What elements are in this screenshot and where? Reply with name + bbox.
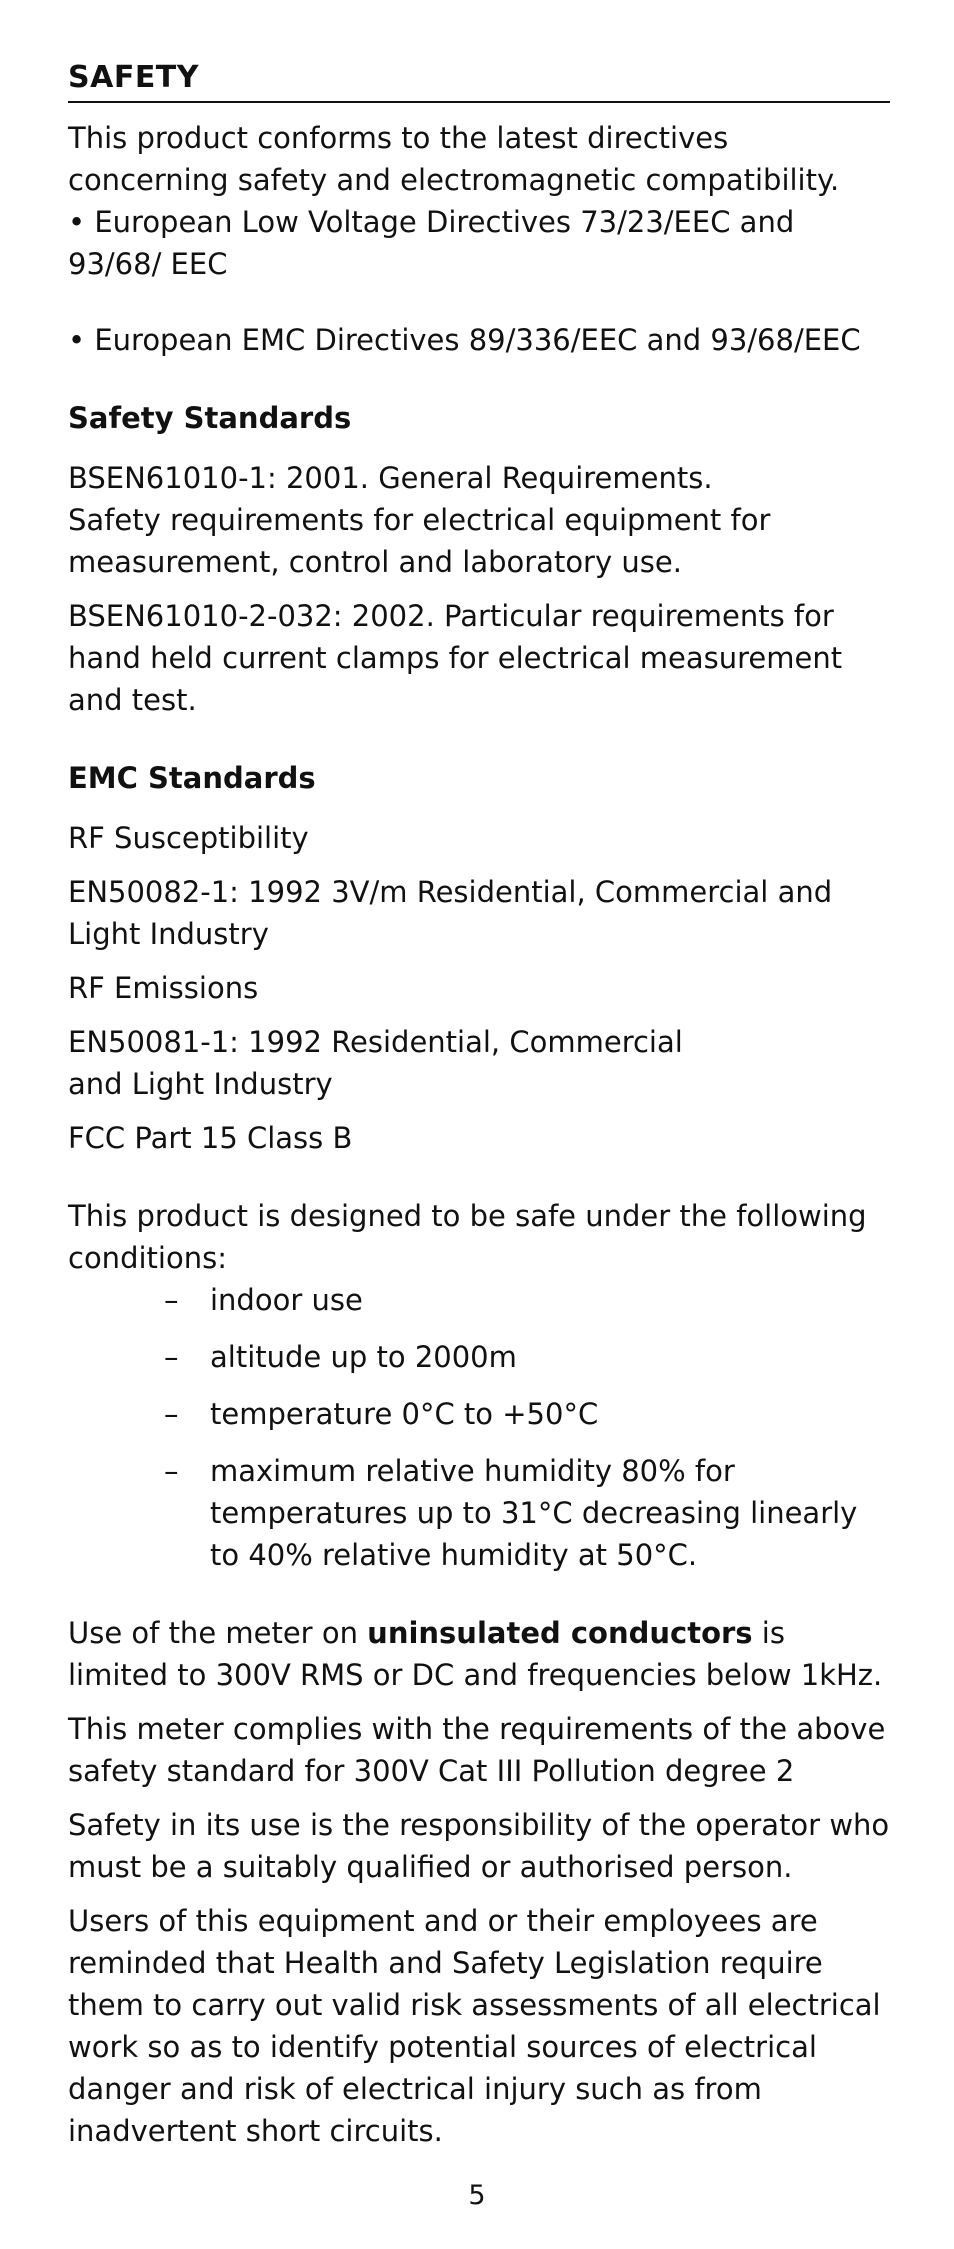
- uninsulated-before: Use of the meter on: [68, 1616, 368, 1650]
- condition-text: temperature 0°C to +50°C: [210, 1397, 599, 1431]
- safety-standard-clamps: BSEN61010-2-032: 2002. Particular requirements for hand held current clamps for electrical measurement and test.: [68, 599, 843, 717]
- condition-text: indoor use: [210, 1283, 363, 1317]
- conditions-list: [68, 1279, 890, 1576]
- directive-low-voltage: • European Low Voltage Directives 73/23/EEC and 93/68/ EEC: [68, 205, 795, 281]
- condition-item: [164, 1279, 890, 1321]
- conditions-intro: This product is designed to be safe under the following conditions:: [68, 1199, 867, 1275]
- safety-standard-general: BSEN61010-1: 2001. General Requirements.: [68, 461, 713, 495]
- legislation-paragraph: Users of this equipment and or their employees are reminded that Health and Safety Legislation require them to carry out valid risk assessments of all electrical work so as to identify potential sources of electrical danger and risk of electrical injury such as from inadvertent short circuits.: [68, 1904, 881, 2148]
- safety-standard-requirements: Safety requirements for electrical equipment for measurement, control and laboratory use.: [68, 503, 771, 579]
- page-number: 5: [468, 2180, 486, 2211]
- uninsulated-paragraph: [68, 1612, 890, 1696]
- dash-marker: –: [164, 1340, 179, 1374]
- responsibility-paragraph: Safety in its use is the responsibility of the operator who must be a suitably qualified or authorised person.: [68, 1808, 890, 1884]
- page-title: SAFETY: [68, 60, 890, 103]
- uninsulated-bold: uninsulated conductors: [367, 1616, 753, 1650]
- emc-item: EN50081-1: 1992 Residential, Commercial: [68, 1025, 683, 1059]
- intro-paragraph: This product conforms to the latest directives concerning safety and electromagnetic compatibility.: [68, 121, 840, 197]
- condition-text: altitude up to 2000m: [210, 1340, 517, 1374]
- condition-item: [164, 1393, 890, 1435]
- uninsulated-after: is limited to 300V RMS or DC and frequencies below 1kHz.: [68, 1616, 883, 1692]
- dash-marker: –: [164, 1397, 179, 1431]
- dash-marker: –: [164, 1283, 179, 1317]
- safety-standards-heading: Safety Standards: [68, 401, 352, 435]
- emc-standards-heading: EMC Standards: [68, 761, 316, 795]
- emc-item: FCC Part 15 Class B: [68, 1121, 353, 1155]
- directive-emc: • European EMC Directives 89/336/EEC and 93/68/EEC: [68, 323, 861, 357]
- document-page: [68, 60, 890, 2152]
- condition-item: [164, 1336, 890, 1378]
- emc-item: RF Susceptibility: [68, 821, 309, 855]
- emc-item: RF Emissions: [68, 971, 259, 1005]
- dash-marker: –: [164, 1454, 179, 1488]
- compliance-paragraph: This meter complies with the requirements of the above safety standard for 300V Cat III Pollution degree 2: [68, 1712, 886, 1788]
- condition-item: [164, 1450, 890, 1576]
- emc-item: and Light Industry: [68, 1067, 333, 1101]
- condition-text: maximum relative humidity 80% for temperatures up to 31°C decreasing linearly to 40% relative humidity at 50°C.: [210, 1454, 858, 1572]
- emc-item: EN50082-1: 1992 3V/m Residential, Commercial and Light Industry: [68, 875, 833, 951]
